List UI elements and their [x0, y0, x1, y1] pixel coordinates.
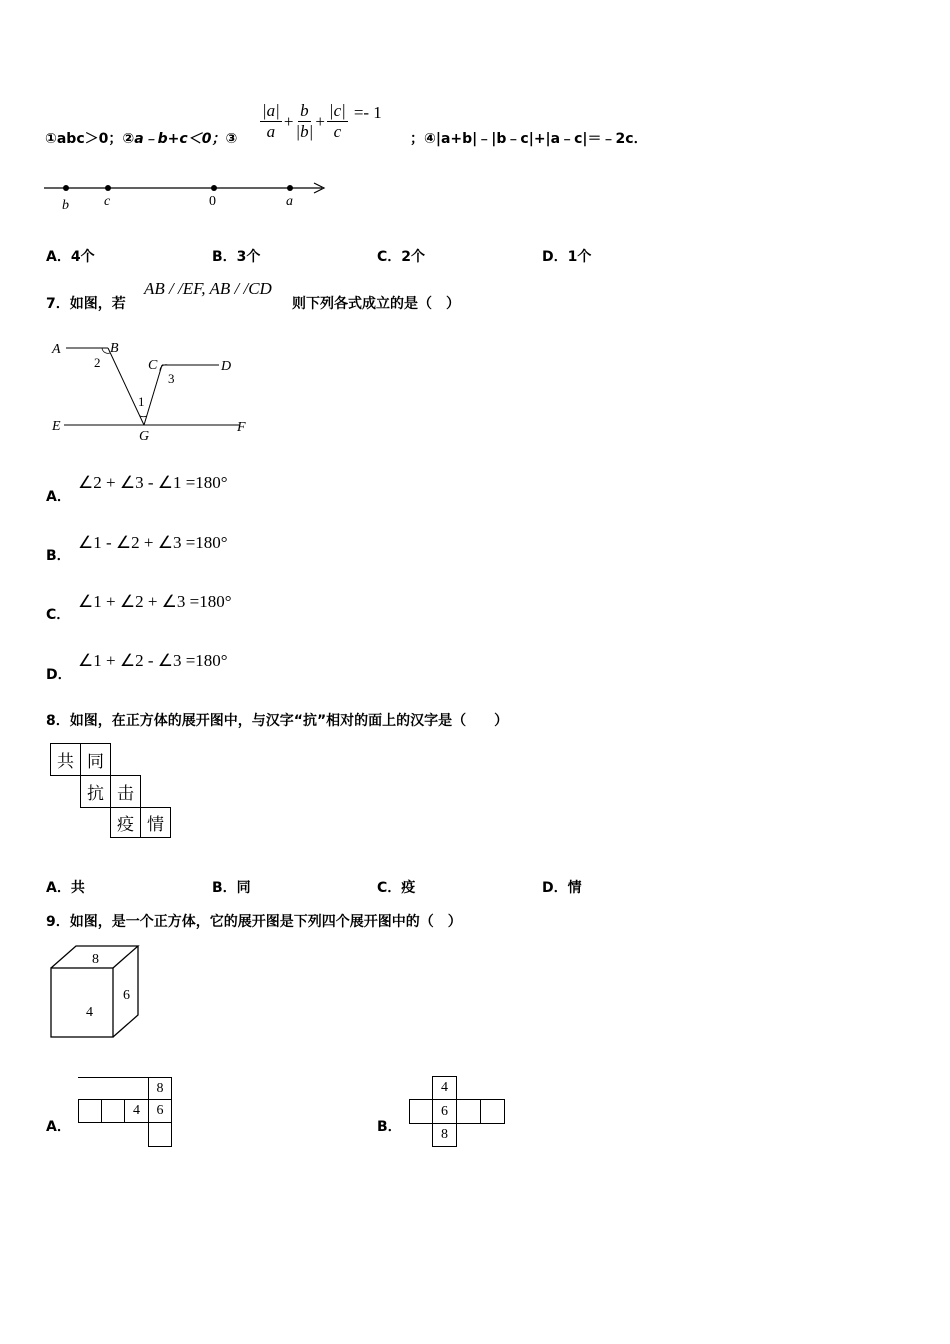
q6-statement-4: ；④|a+b|﹣|b﹣c|+|a﹣c|＝﹣2c． — [410, 131, 648, 147]
net-a-top-edge — [78, 1077, 148, 1078]
q8-option-a[interactable]: A．共 — [46, 880, 85, 896]
pt-E: E — [52, 419, 61, 434]
number-line — [40, 176, 340, 216]
q7-option-a-label[interactable]: A． — [46, 489, 71, 505]
net-b-cell-2: 6 — [432, 1099, 457, 1124]
cube-front: 4 — [86, 1005, 93, 1020]
q8-option-d[interactable]: D．情 — [542, 880, 582, 896]
net-cell-1: 共 — [50, 743, 81, 776]
net-a-cell-1 — [78, 1099, 102, 1123]
angle-1: 1 — [138, 394, 145, 409]
net-a-cell-bottom — [148, 1122, 172, 1147]
frac-a: $\frac{|a|}{a}$ — [262, 101, 280, 141]
q6-option-d[interactable]: D．1个 — [542, 249, 592, 265]
point-0 — [211, 185, 217, 191]
net-a-cell-top: 8 — [148, 1077, 172, 1100]
cube-top: 8 — [92, 952, 99, 967]
q6-statement-1: ①abc＞0；②a﹣b+c＜0；③ — [45, 131, 238, 147]
label-0: 0 — [209, 194, 216, 209]
q9-text: 9．如图，是一个正方体，它的展开图是下列四个展开图中的（ ） — [46, 914, 462, 930]
angle-3: 3 — [168, 371, 175, 386]
label-b: b — [62, 198, 69, 213]
label-c: c — [104, 194, 111, 209]
q7-option-b-label[interactable]: B． — [46, 548, 71, 564]
net-b-cell-4 — [480, 1099, 505, 1124]
q7-option-d-label[interactable]: D． — [46, 667, 72, 683]
q6-option-a[interactable]: A．4个 — [46, 249, 95, 265]
q7-suffix: 则下列各式成立的是（ ） — [292, 296, 460, 312]
q9-option-a-label[interactable]: A． — [46, 1119, 71, 1135]
q9-cube — [46, 944, 146, 1040]
q7-math: AB / /EF, AB / /CD — [144, 279, 272, 298]
point-c — [105, 185, 111, 191]
q7-option-b-expr: ∠1 - ∠2 + ∠3 =180° — [78, 533, 228, 552]
angle-2: 2 — [94, 355, 101, 370]
q8-option-c[interactable]: C．疫 — [377, 880, 416, 896]
cube-side: 6 — [123, 988, 130, 1003]
frac-b: $\frac{b}{|b|}$ — [295, 101, 314, 141]
q6-option-b[interactable]: B．3个 — [212, 249, 261, 265]
pt-A: A — [52, 342, 61, 357]
net-a-cell-3: 4 — [124, 1099, 149, 1123]
net-a-cell-2 — [101, 1099, 125, 1123]
net-cell-4: 击 — [110, 775, 141, 808]
q8-text: 8．如图，在正方体的展开图中，与汉字“抗”相对的面上的汉字是（ ） — [46, 713, 509, 729]
net-cell-5: 疫 — [110, 807, 141, 838]
frac-c: $\frac{|c|}{c}$ — [328, 101, 346, 141]
q7-prefix: 7．如图，若 — [46, 296, 126, 312]
net-b-cell-1 — [409, 1099, 433, 1124]
net-a-cell-4: 6 — [148, 1099, 172, 1123]
label-a: a — [286, 194, 293, 209]
net-b-cell-3 — [456, 1099, 481, 1124]
pt-F: F — [237, 420, 246, 435]
q7-option-d-expr: ∠1 + ∠2 - ∠3 =180° — [78, 651, 228, 670]
q7-figure — [44, 334, 264, 446]
net-b-cell-top: 4 — [432, 1076, 457, 1100]
net-cell-2: 同 — [80, 743, 111, 776]
net-b-cell-bottom: 8 — [432, 1123, 457, 1147]
q7-option-a-expr: ∠2 + ∠3 - ∠1 =180° — [78, 473, 228, 492]
q6-option-c[interactable]: C．2个 — [377, 249, 426, 265]
point-a — [287, 185, 293, 191]
net-cell-6: 情 — [140, 807, 171, 838]
q7-option-c-expr: ∠1 + ∠2 + ∠3 =180° — [78, 592, 232, 611]
q7-option-c-label[interactable]: C． — [46, 607, 71, 623]
q8-option-b[interactable]: B．同 — [212, 880, 251, 896]
q6-formula: $\frac{|a|}{a}$ + $\frac{b}{|b|}$ + $\frac{|c|}{c}$ =- 1 — [262, 101, 382, 141]
q9-option-b-label[interactable]: B． — [377, 1119, 402, 1135]
pt-C: C — [148, 358, 158, 373]
pt-D: D — [221, 359, 232, 374]
point-b — [63, 185, 69, 191]
pt-B: B — [110, 341, 119, 356]
pt-G: G — [139, 429, 150, 444]
net-cell-3: 抗 — [80, 775, 111, 808]
